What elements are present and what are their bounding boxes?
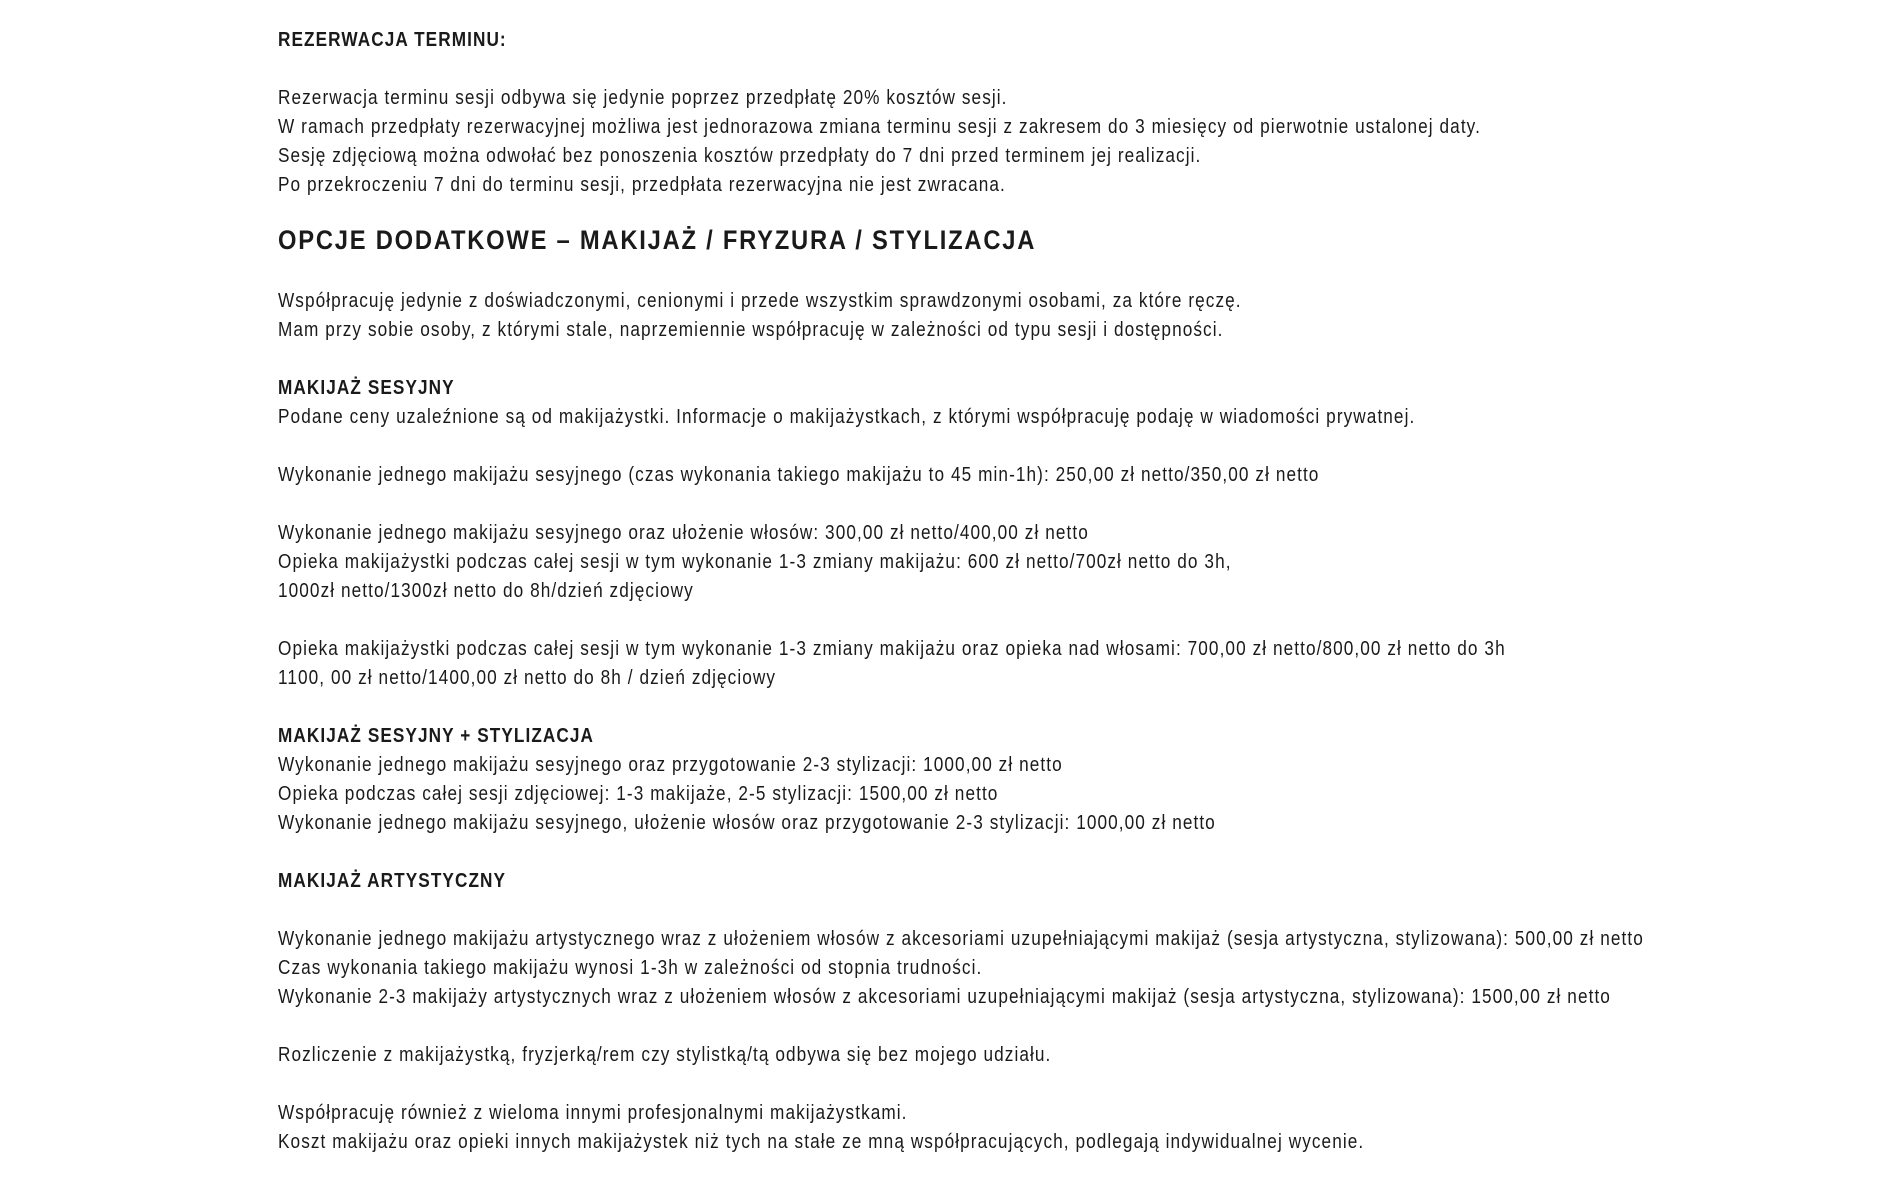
session-makeup-price: Opieka makijażystki podczas całej sesji w tym wykonanie 1-3 zmiany makijażu: 600 zł netto/700zł netto do 3h, bbox=[278, 551, 1232, 573]
session-styling-line: Wykonanie jednego makijażu sesyjnego, ułożenie włosów oraz przygotowanie 2-3 stylizacji: 1000,00 zł netto bbox=[278, 812, 1216, 834]
reservation-line: Rezerwacja terminu sesji odbywa się jedynie poprzez przedpłatę 20% kosztów sesji. bbox=[278, 87, 1008, 109]
pricing-document bbox=[278, 26, 1898, 1157]
artistic-heading: MAKIJAŻ ARTYSTYCZNY bbox=[278, 870, 507, 892]
session-makeup-heading: MAKIJAŻ SESYJNY bbox=[278, 377, 455, 399]
closing-line: Współpracuję również z wieloma innymi profesjonalnymi makijażystkami. bbox=[278, 1102, 908, 1124]
options-heading: OPCJE DODATKOWE – MAKIJAŻ / FRYZURA / STYLIZACJA bbox=[278, 225, 1037, 255]
options-line: Mam przy sobie osoby, z którymi stale, naprzemiennie współpracuję w zależności od typu sesji i dostępności. bbox=[278, 319, 1224, 341]
session-makeup-price: Wykonanie jednego makijażu sesyjnego (czas wykonania takiego makijażu to 45 min-1h): 250,00 zł netto/350,00 zł netto bbox=[278, 464, 1320, 486]
artistic-line: Czas wykonania takiego makijażu wynosi 1-3h w zależności od stopnia trudności. bbox=[278, 957, 983, 979]
session-makeup-intro: Podane ceny uzaleźnione są od makijażystki. Informacje o makijażystkach, z którymi współpracuję podaję w wiadomości prywatnej. bbox=[278, 406, 1416, 428]
reservation-line: W ramach przedpłaty rezerwacyjnej możliwa jest jednorazowa zmiana terminu sesji z zakresem do 3 miesięcy od pierwotnie ustalonej daty. bbox=[278, 116, 1481, 138]
closing-line: Koszt makijażu oraz opieki innych makijażystek niż tych na stałe ze mną współpracujących, podlegają indywidualnej wycenie. bbox=[278, 1131, 1365, 1153]
session-styling-heading: MAKIJAŻ SESYJNY + STYLIZACJA bbox=[278, 725, 595, 747]
artistic-line: Wykonanie jednego makijażu artystycznego wraz z ułożeniem włosów z akcesoriami uzupełniającymi makijaż (sesja artystyczna, stylizowana): 500,00 zł netto bbox=[278, 928, 1644, 950]
options-line: Współpracuję jedynie z doświadczonymi, cenionymi i przede wszystkim sprawdzonymi osobami, za które ręczę. bbox=[278, 290, 1242, 312]
settlement-note: Rozliczenie z makijażystką, fryzjerką/rem czy stylistką/tą odbywa się bez mojego udziału. bbox=[278, 1044, 1052, 1066]
session-makeup-price: 1100, 00 zł netto/1400,00 zł netto do 8h / dzień zdjęciowy bbox=[278, 667, 777, 689]
session-makeup-price: Opieka makijażystki podczas całej sesji w tym wykonanie 1-3 zmiany makijażu oraz opieka nad włosami: 700,00 zł netto/800,00 zł netto do 3h bbox=[278, 638, 1506, 660]
reservation-line: Sesję zdjęciową można odwołać bez ponoszenia kosztów przedpłaty do 7 dni przed terminem jej realizacji. bbox=[278, 145, 1202, 167]
session-styling-line: Opieka podczas całej sesji zdjęciowej: 1-3 makijaże, 2-5 stylizacji: 1500,00 zł netto bbox=[278, 783, 999, 805]
reservation-line: Po przekroczeniu 7 dni do terminu sesji, przedpłata rezerwacyjna nie jest zwracana. bbox=[278, 174, 1006, 196]
session-makeup-price: 1000zł netto/1300zł netto do 8h/dzień zdjęciowy bbox=[278, 580, 694, 602]
artistic-line: Wykonanie 2-3 makijaży artystycznych wraz z ułożeniem włosów z akcesoriami uzupełniającymi makijaż (sesja artystyczna, stylizowana): 1500,00 zł netto bbox=[278, 986, 1611, 1008]
session-styling-line: Wykonanie jednego makijażu sesyjnego oraz przygotowanie 2-3 stylizacji: 1000,00 zł netto bbox=[278, 754, 1063, 776]
reservation-heading: REZERWACJA TERMINU: bbox=[278, 29, 507, 51]
session-makeup-price: Wykonanie jednego makijażu sesyjnego oraz ułożenie włosów: 300,00 zł netto/400,00 zł netto bbox=[278, 522, 1089, 544]
